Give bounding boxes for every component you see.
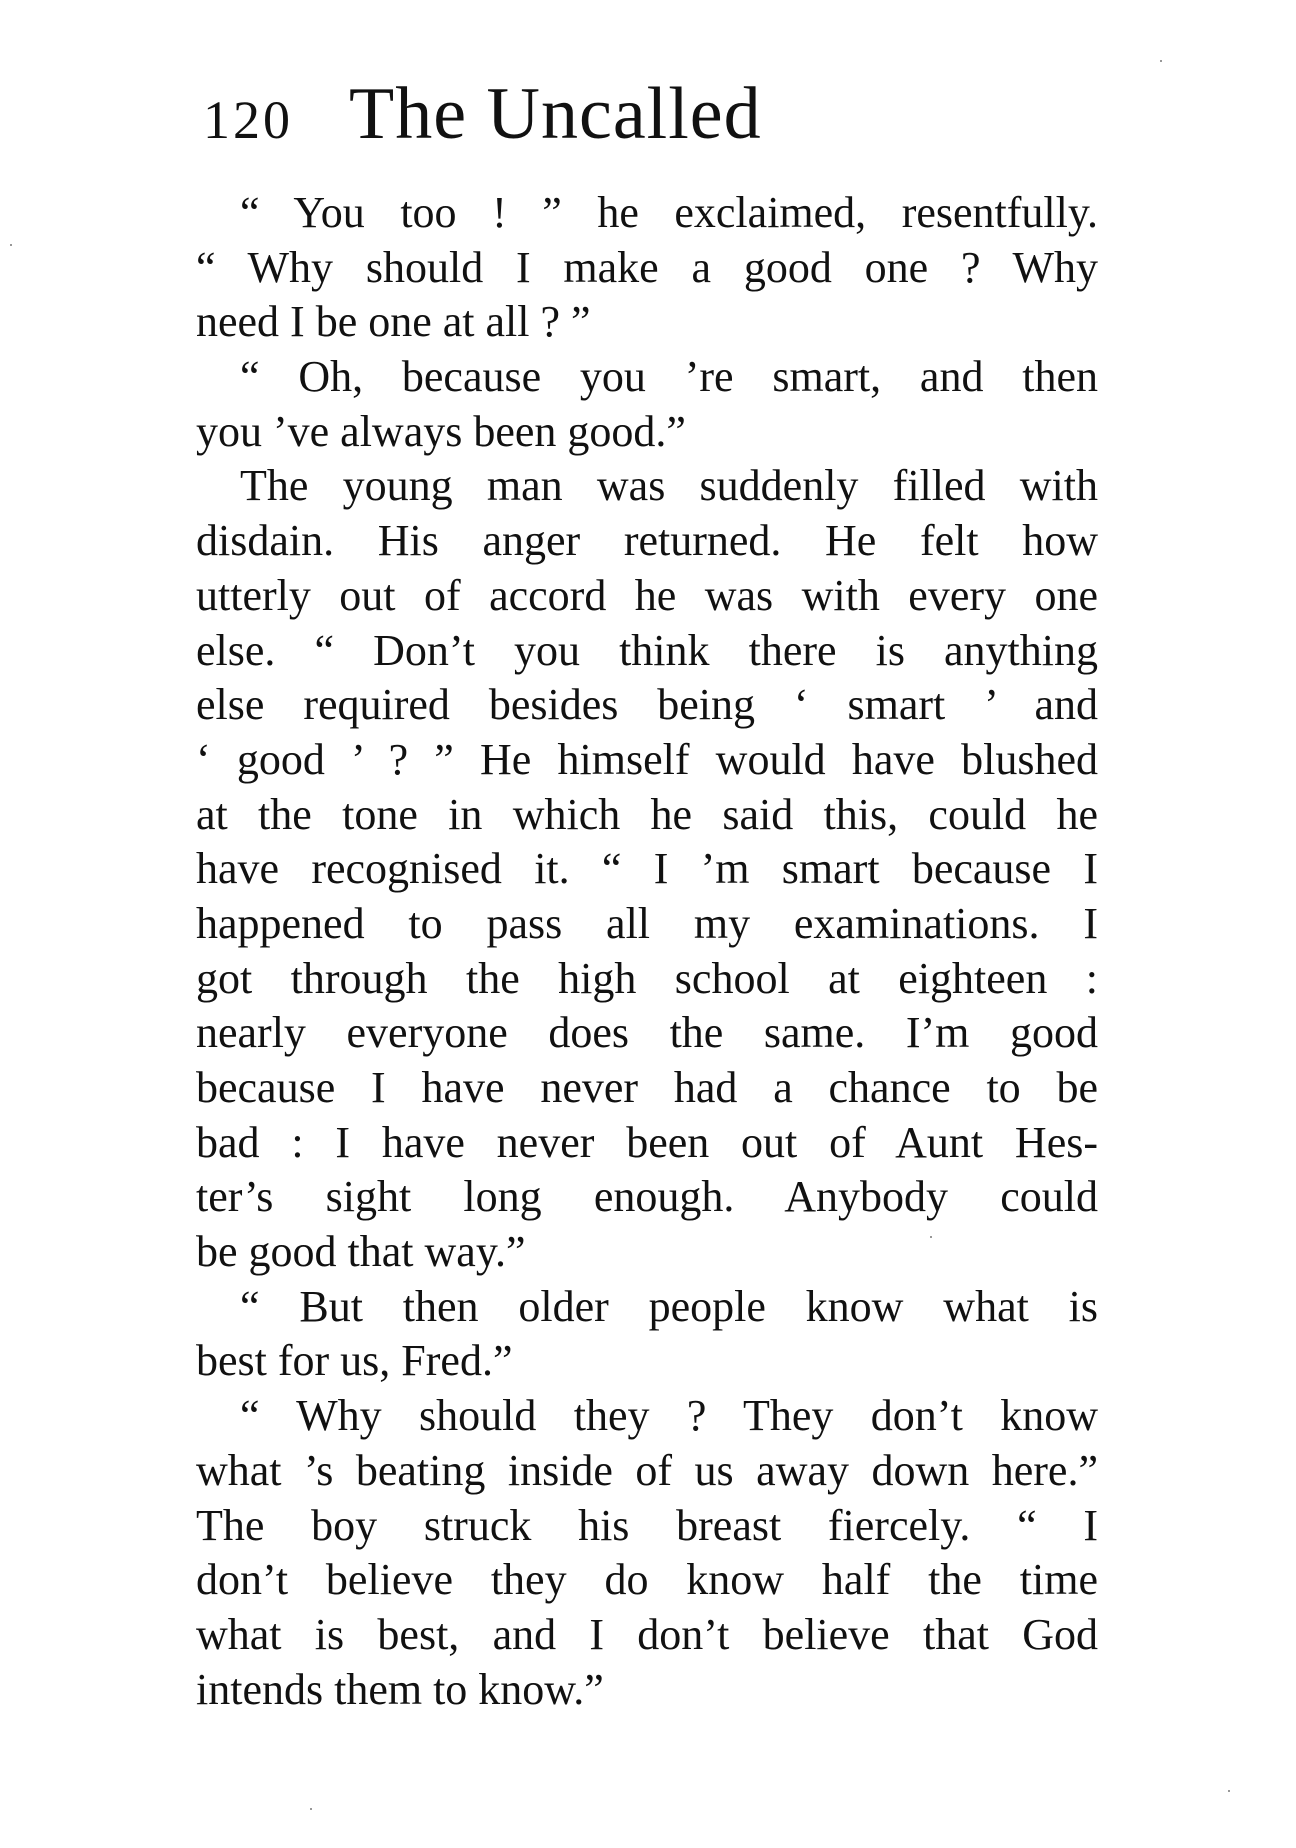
running-head xyxy=(203,72,1123,162)
text-line: “ Why should they ? They don’t know xyxy=(240,1391,1098,1441)
text-line: at the tone in which he said this, could he xyxy=(196,789,1098,839)
text-line: best for us, Fred.” xyxy=(196,1336,513,1386)
text-line: what ’s beating inside of us away down here.” xyxy=(196,1445,1098,1495)
text-line: “ Oh, because you ’re smart, and then xyxy=(240,352,1098,402)
text-line: you ’ve always been good.” xyxy=(196,406,686,456)
text-line: need I be one at all ? ” xyxy=(196,297,591,347)
text-line: ‘ good ’ ? ” He himself would have blushed xyxy=(196,734,1098,784)
text-line: nearly everyone does the same. I’m good xyxy=(196,1008,1098,1058)
text-line: utterly out of accord he was with every one xyxy=(196,570,1098,620)
text-line: The young man was suddenly filled with xyxy=(240,461,1098,511)
text-line: else required besides being ‘ smart ’ and xyxy=(196,680,1098,730)
book-title: The Uncalled xyxy=(349,73,762,155)
text-line: have recognised it. “ I ’m smart because I xyxy=(196,844,1098,894)
text-line: what is best, and I don’t believe that God xyxy=(196,1609,1098,1659)
text-line: “ But then older people know what is xyxy=(240,1281,1098,1331)
text-line: bad : I have never been out of Aunt Hes- xyxy=(196,1117,1098,1167)
text-line: intends them to know.” xyxy=(196,1664,604,1714)
page-number: 120 xyxy=(203,90,293,150)
text-line: be good that way.” xyxy=(196,1227,526,1277)
text-line: else. “ Don’t you think there is anything xyxy=(196,625,1098,675)
text-line: disdain. His anger returned. He felt how xyxy=(196,516,1098,566)
text-line: don’t believe they do know half the time xyxy=(196,1555,1098,1605)
body-text xyxy=(196,186,1098,1717)
text-line: got through the high school at eighteen : xyxy=(196,953,1098,1003)
text-line: ter’s sight long enough. Anybody could xyxy=(196,1172,1098,1222)
text-line: because I have never had a chance to be xyxy=(196,1063,1098,1112)
text-line: “ Why should I make a good one ? Why xyxy=(196,242,1098,292)
text-line: The boy struck his breast fiercely. “ I xyxy=(196,1500,1098,1550)
text-line: “ You too ! ” he exclaimed, resentfully. xyxy=(240,188,1098,237)
text-line: happened to pass all my examinations. I xyxy=(196,898,1098,948)
